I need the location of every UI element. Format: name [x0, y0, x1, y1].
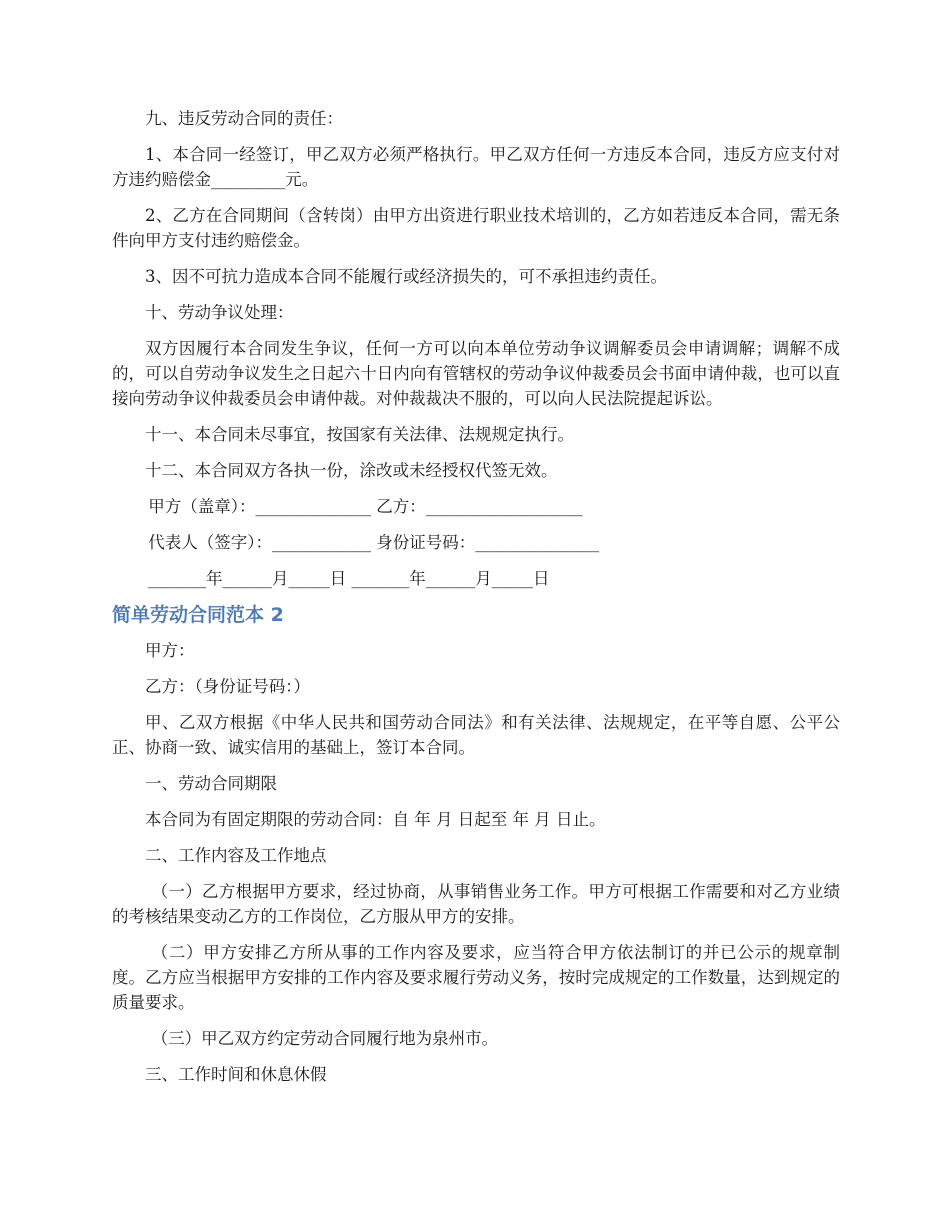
signature-party-line: 甲方（盖章）：______________ 乙方：___________________ — [148, 497, 583, 516]
party-b-label: 乙方：（身份证号码：） — [145, 677, 310, 696]
section-9-item-3: 3、因不可抗力造成本合同不能履行或经济损失的，可不承担违约责任。 — [145, 267, 667, 286]
contract-preamble: 甲、乙双方根据《中华人民共和国劳动合同法》和有关法律、法规规定，在平等自愿、公平公正、协商一致、诚实信用的基础上，签订本合同。 — [112, 713, 840, 757]
section-9-item-2: 2、乙方在合同期间（含转岗）由甲方出资进行职业技术培训的，乙方如若违反本合同，需无条件向甲方支付违约赔偿金。 — [112, 206, 840, 250]
document-page — [112, 106, 840, 1098]
section-3-title: 三、工作时间和休息休假 — [145, 1065, 327, 1084]
section-2-item-2: （二）甲方安排乙方所从事的工作内容及要求，应当符合甲方依法制订的并已公示的规章制度。乙方应当根据甲方安排的工作内容及要求履行劳动义务，按时完成规定的工作数量，达到规定的质量要求。 — [112, 943, 840, 1012]
section-10-title: 十、劳动争议处理： — [145, 303, 294, 322]
section-2-title: 二、工作内容及工作地点 — [145, 846, 327, 865]
section-10-body: 双方因履行本合同发生争议，任何一方可以向本单位劳动争议调解委员会申请调解；调解不成的，可以自劳动争议发生之日起六十日内向有管辖权的劳动争议仲裁委员会书面申请仲裁，也可以直接向劳动争议仲裁委员会申请仲裁。对仲裁裁决不服的，可以向人民法院提起诉讼。 — [112, 339, 840, 408]
section-9-item-1: 1、本合同一经签订，甲乙双方必须严格执行。甲乙双方任何一方违反本合同，违反方应支付对方违约赔偿金_________元。 — [112, 145, 840, 189]
section-11: 十一、本合同未尽事宜，按国家有关法律、法规规定执行。 — [145, 425, 574, 444]
section-2-item-1: （一）乙方根据甲方要求，经过协商，从事销售业务工作。甲方可根据工作需要和对乙方业绩的考核结果变动乙方的工作岗位，乙方服从甲方的安排。 — [112, 882, 840, 926]
contract-2-heading: 简单劳动合同范本 2 — [112, 604, 284, 626]
section-2-item-3: （三）甲乙双方约定劳动合同履行地为泉州市。 — [151, 1029, 499, 1048]
section-1-body: 本合同为有固定期限的劳动合同：自 年 月 日起至 年 月 日止。 — [145, 810, 606, 829]
section-1-title: 一、劳动合同期限 — [145, 774, 277, 793]
section-12: 十二、本合同双方各执一份，涂改或未经授权代签无效。 — [145, 461, 558, 480]
signature-date-line: _______年______月_____日 _______年______月_____日 — [148, 569, 550, 588]
section-9-title: 九、违反劳动合同的责任： — [145, 109, 343, 128]
party-a-label: 甲方： — [145, 641, 195, 660]
signature-representative-line: 代表人（签字）：____________ 身份证号码：_______________ — [148, 533, 600, 552]
